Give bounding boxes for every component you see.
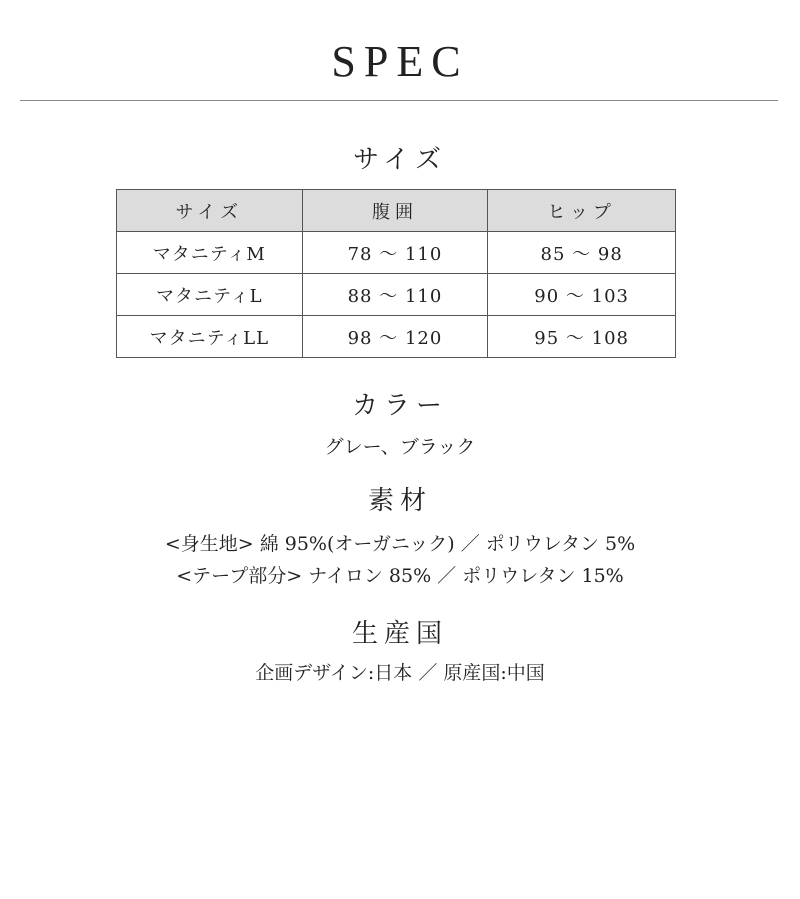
origin-value: 企画デザイン:日本 ／ 原産国:中国 xyxy=(255,662,545,684)
cell-hip: 95 ～ 108 xyxy=(488,316,676,358)
cell-size: マタニティLL xyxy=(117,316,303,358)
cell-waist: 78 ～ 110 xyxy=(302,232,488,274)
header-waist: 腹囲 xyxy=(302,190,488,232)
size-heading: サイズ xyxy=(353,145,447,175)
table-row xyxy=(117,316,676,358)
material-heading: 素材 xyxy=(367,486,432,516)
header-size: サイズ xyxy=(117,190,303,232)
page-title: SPEC xyxy=(331,37,469,86)
cell-size: マタニティL xyxy=(117,274,303,316)
cell-hip: 90 ～ 103 xyxy=(488,274,676,316)
divider xyxy=(20,100,778,101)
color-heading: カラー xyxy=(351,391,448,421)
table-row xyxy=(117,274,676,316)
cell-waist: 98 ～ 120 xyxy=(302,316,488,358)
cell-hip: 85 ～ 98 xyxy=(488,232,676,274)
size-table xyxy=(116,189,676,358)
header-hip: ヒップ xyxy=(488,190,676,232)
table-row xyxy=(117,232,676,274)
color-value: グレー、ブラック xyxy=(324,436,476,458)
cell-size: マタニティM xyxy=(117,232,303,274)
cell-waist: 88 ～ 110 xyxy=(302,274,488,316)
table-header-row xyxy=(117,190,676,232)
material-line-body: <身生地> 綿 95%(オーガニック) ／ ポリウレタン 5% xyxy=(164,533,636,555)
origin-heading: 生産国 xyxy=(351,619,448,649)
material-line-tape: <テープ部分> ナイロン 85% ／ ポリウレタン 15% xyxy=(176,565,624,587)
